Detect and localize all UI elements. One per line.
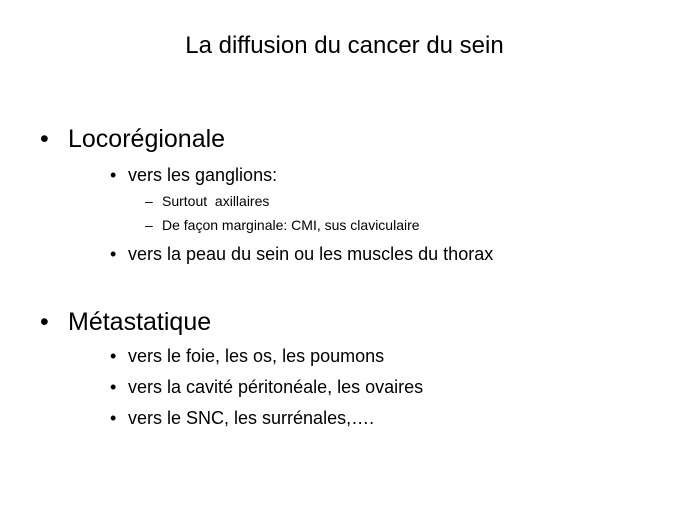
section-heading-label: Métastatique [68,308,212,336]
bullet-icon: • [40,308,49,336]
list-item [110,164,277,186]
section-heading-label: Locorégionale [68,125,226,153]
slide-title: La diffusion du cancer du sein [185,32,504,59]
list-item-text: vers la peau du sein ou les muscles du thorax [128,244,494,264]
list-item-text: vers les ganglions: [128,165,278,185]
bullet-icon: • [110,408,117,428]
section-heading-metastatique [40,307,211,337]
bullet-icon: • [110,377,117,397]
list-item [110,243,493,265]
list-item-text: vers le foie, les os, les poumons [128,346,385,366]
list-item [110,376,423,398]
sub-list-item [145,216,420,234]
dash-icon: – [145,217,153,233]
list-item-text: vers la cavité péritonéale, les ovaires [128,377,424,397]
list-item-text: vers le SNC, les surrénales,…. [128,408,375,428]
sub-list-item [145,192,269,210]
bullet-icon: • [110,165,117,185]
bullet-icon: • [40,125,49,153]
section-heading-locoregionale [40,124,225,154]
dash-icon: – [145,193,153,209]
bullet-icon: • [110,244,117,264]
bullet-icon: • [110,346,117,366]
list-item [110,345,384,367]
list-item [110,407,374,429]
sub-list-item-text: Surtout axillaires [162,193,270,209]
sub-list-item-text: De façon marginale: CMI, sus claviculaire [162,217,420,233]
